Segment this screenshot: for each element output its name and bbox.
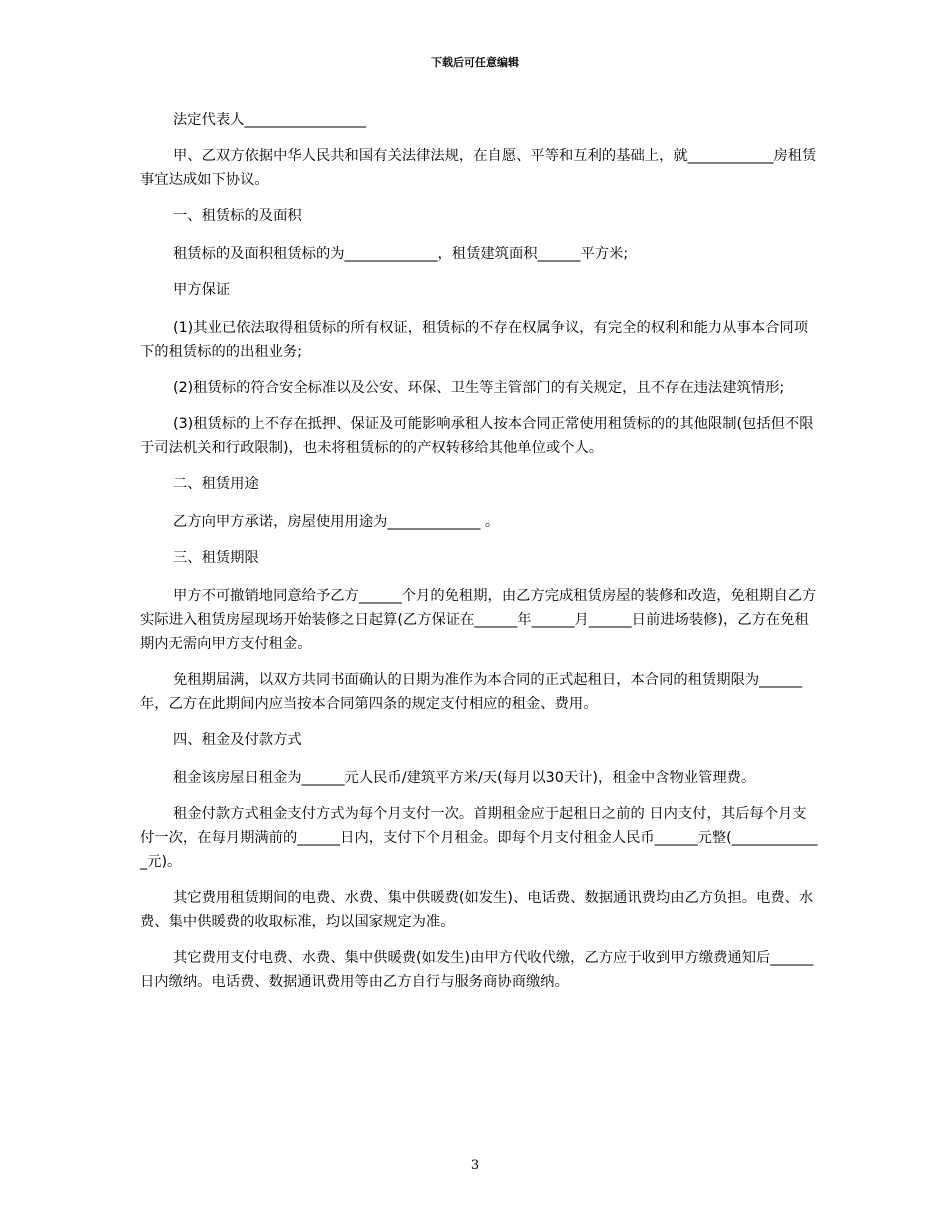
section-heading-3: 三、租赁期限 bbox=[173, 550, 259, 566]
other-fees-paragraph: 其它费用租赁期间的电费、水费、集中供暖费(如发生)、电话费、数据通讯费均由乙方负担。电费、水费、集中供暖费的收取标准，均以国家规定为准。 bbox=[140, 890, 814, 930]
guarantee-item-2: (2)租赁标的符合安全标准以及公安、环保、卫生等主管部门的有关规定，且不存在违法建筑情形; bbox=[173, 380, 785, 396]
payment-method-paragraph: 租金付款方式租金支付方式为每个月支付一次。首期租金应于起租日之前的 日内支付，其后每个月支付一次，在每月期满前的______日内，支付下个月租金。即每个月支付租金人民币______元整(_____________元)。 bbox=[140, 806, 818, 870]
rent-amount-paragraph: 租金该房屋日租金为______元人民币/建筑平方米/天(每月以30天计)，租金中含物业管理费。 bbox=[173, 770, 756, 786]
preamble-paragraph: 甲、乙双方依据中华人民共和国有关法律法规，在自愿、平等和互利的基础上，就____________房租赁事宜达成如下协议。 bbox=[140, 148, 817, 188]
guarantee-item-1: (1)其业已依法取得租赁标的所有权证，租赁标的不存在权属争议，有完全的权利和能力从事本合同项下的租赁标的的出租业务; bbox=[140, 320, 809, 360]
lease-term-paragraph: 免租期届满，以双方共同书面确认的日期为准作为本合同的正式起租日，本合同的租赁期限为______年，乙方在此期间内应当按本合同第四条的规定支付相应的租金、费用。 bbox=[140, 672, 803, 712]
section-heading-2: 二、租赁用途 bbox=[173, 476, 259, 492]
legal-representative-line: 法定代表人_________________ bbox=[173, 112, 367, 128]
rent-free-period-paragraph: 甲方不可撤销地同意给予乙方______个月的免租期，由乙方完成租赁房屋的装修和改造，免租期自乙方实际进入租赁房屋现场开始装修之日起算(乙方保证在______年______月______日前进场装修)，乙方在免租期内无需向甲方支付租金。 bbox=[140, 588, 817, 652]
section-heading-1: 一、租赁标的及面积 bbox=[173, 208, 302, 224]
page-number: 3 bbox=[470, 1158, 480, 1173]
party-a-guarantee-heading: 甲方保证 bbox=[173, 282, 231, 298]
lease-object-paragraph: 租赁标的及面积租赁标的为_____________，租赁建筑面积______平方米; bbox=[173, 246, 629, 262]
page-header: 下载后可任意编辑 bbox=[431, 56, 519, 69]
usage-paragraph: 乙方向甲方承诺，房屋使用用途为_____________ 。 bbox=[173, 514, 500, 530]
section-heading-4: 四、租金及付款方式 bbox=[173, 732, 302, 748]
guarantee-item-3: (3)租赁标的上不存在抵押、保证及可能影响承租人按本合同正常使用租赁标的的其他限制(包括但不限于司法机关和行政限制)，也未将租赁标的的产权转移给其他单位或个人。 bbox=[140, 416, 814, 456]
fee-payment-paragraph: 其它费用支付电费、水费、集中供暖费(如发生)由甲方代收代缴，乙方应于收到甲方缴费通知后______日内缴纳。电话费、数据通讯费用等由乙方自行与服务商协商缴纳。 bbox=[140, 950, 814, 990]
document-body bbox=[140, 108, 820, 1006]
